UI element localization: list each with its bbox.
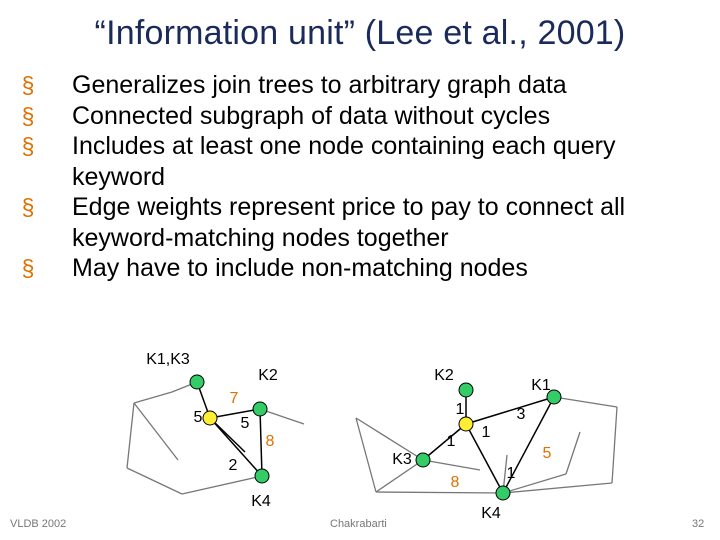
bullet-marker: §: [21, 194, 35, 220]
node-label: K1,K3: [146, 351, 190, 368]
graph-node: [253, 402, 267, 416]
edge-weight: 2: [228, 457, 238, 474]
graph-edge: [376, 492, 503, 493]
graph-edge: [423, 424, 466, 460]
node-label: K4: [251, 493, 271, 510]
graph-edge: [127, 403, 134, 468]
page-number: 32: [692, 518, 705, 530]
node-label: K1: [531, 377, 551, 394]
edge-weight: 8: [265, 433, 275, 450]
graph-edge: [127, 468, 182, 494]
graph-edge: [612, 407, 617, 483]
slide-title: “Information unit” (Lee et al., 2001): [94, 14, 626, 52]
node-label: K3: [392, 451, 412, 468]
graph-node: [255, 469, 269, 483]
edge-weight: 5: [240, 415, 250, 432]
graph-edge: [134, 392, 172, 403]
bullet-item: [18, 192, 708, 253]
graph-node: [459, 383, 473, 397]
bullet-text: May have to include non-matching nodes: [72, 254, 528, 282]
graph-node: [190, 375, 204, 389]
graph-node: [416, 453, 430, 467]
bullet-marker: §: [21, 102, 35, 129]
graph-edge: [466, 397, 554, 424]
bullet-item: [18, 253, 708, 284]
node-label: K2: [434, 367, 454, 384]
bullet-item: [18, 131, 708, 192]
bullet-marker: §: [21, 133, 35, 159]
edge-weight: 1: [446, 433, 456, 450]
edge-weight: 7: [229, 390, 239, 407]
footer-venue: VLDB 2002: [10, 518, 67, 530]
bullet-text: Edge weights represent price to pay to connect all keyword-matching nodes together: [72, 193, 626, 252]
bullet-marker: §: [21, 255, 35, 281]
node-label: K2: [258, 367, 278, 384]
graph-edge: [554, 397, 617, 407]
graph-diagram: [0, 330, 720, 520]
bullet-text: Includes at least one node containing each query keyword: [72, 132, 616, 191]
node-label: K4: [481, 505, 501, 520]
footer-author: Chakrabarti: [330, 518, 387, 530]
edge-weight: 5: [193, 409, 203, 426]
bullet-item: [18, 101, 708, 132]
graph-node: [459, 417, 473, 431]
bullet-item: [18, 70, 708, 101]
graph-edge: [182, 476, 262, 494]
graph-edge: [210, 409, 260, 418]
graph-edge: [260, 409, 262, 476]
edge-weight: 3: [516, 406, 526, 423]
edge-weight: 1: [455, 401, 465, 418]
edge-weight: 1: [506, 465, 516, 482]
bullet-marker: §: [21, 72, 35, 98]
graph-edge: [134, 403, 178, 460]
bullet-text: Connected subgraph of data without cycles: [72, 101, 551, 130]
edge-weight: 8: [450, 474, 460, 491]
graph-edge: [566, 432, 580, 474]
bullet-list: [18, 70, 708, 284]
left-graph: [127, 351, 304, 510]
right-graph: [356, 367, 617, 520]
bullet-text: Generalizes join trees to arbitrary graph data: [72, 71, 567, 99]
edge-weight: 5: [542, 445, 552, 462]
graph-node: [496, 486, 510, 500]
graph-edge: [423, 460, 480, 470]
edge-weight: 1: [481, 424, 491, 441]
graph-node: [203, 411, 217, 425]
